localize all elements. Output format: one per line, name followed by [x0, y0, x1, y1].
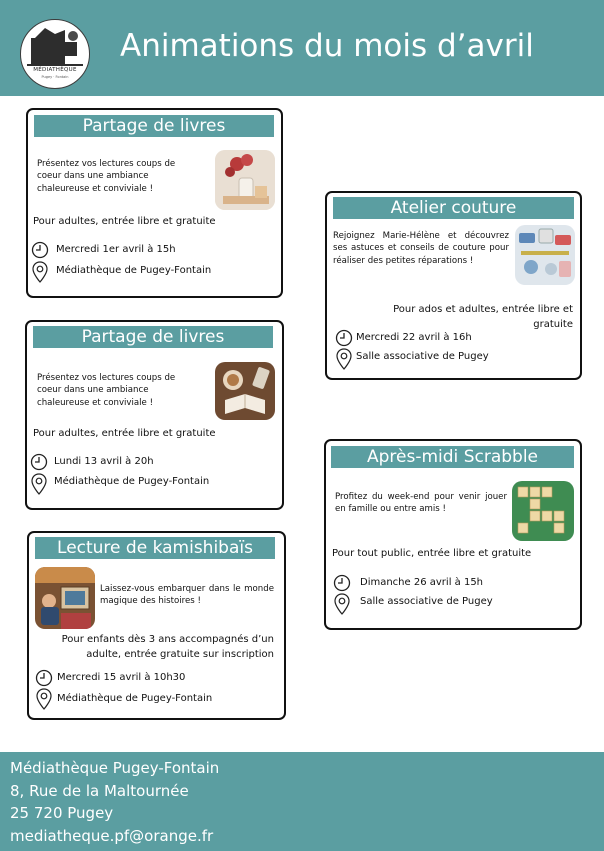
location-pin-icon	[335, 348, 353, 370]
logo-subtext: Pugey · Fontain	[41, 75, 69, 79]
clock-icon	[335, 329, 353, 347]
event-date: Lundi 13 avril à 20h	[54, 456, 154, 467]
event-card-atelier-couture	[325, 191, 582, 380]
clock-icon	[30, 453, 48, 471]
event-date: Dimanche 26 avril à 15h	[360, 577, 484, 588]
event-title: Lecture de kamishibaïs	[35, 537, 275, 559]
event-date: Mercredi 22 avril à 16h	[356, 332, 472, 343]
event-description: Présentez vos lectures coups de coeur dans une ambiance chaleureuse et conviviale !	[37, 159, 176, 194]
event-description: Profitez du week-end pour venir jouer en famille ou entre amis !	[335, 492, 507, 515]
footer-email-link[interactable]: mediatheque.pf@orange.fr	[10, 827, 214, 845]
sewing-supplies-photo	[515, 225, 575, 285]
clock-icon	[31, 241, 49, 259]
clock-icon	[333, 574, 351, 592]
scrabble-tiles-photo	[512, 481, 574, 541]
coffee-book-photo	[215, 362, 275, 420]
event-title: Partage de livres	[33, 326, 273, 348]
event-place: Salle associative de Pugey	[360, 596, 493, 607]
event-card-partage-2	[25, 320, 284, 510]
page-title: Animations du mois d’avril	[120, 28, 534, 64]
location-pin-icon	[35, 688, 53, 710]
clock-icon	[35, 669, 53, 687]
event-place: Médiathèque de Pugey-Fontain	[54, 476, 210, 487]
event-audience: Pour tout public, entrée libre et gratuite	[332, 548, 532, 559]
mediatheque-logo	[20, 19, 90, 89]
logo-text: MÉDIATHÈQUE	[33, 67, 77, 73]
event-title: Partage de livres	[34, 115, 274, 137]
event-title: Atelier couture	[333, 197, 574, 219]
event-date: Mercredi 1er avril à 15h	[56, 244, 176, 255]
event-place: Médiathèque de Pugey-Fontain	[56, 265, 212, 276]
kamishibai-photo	[35, 567, 95, 629]
event-title: Après-midi Scrabble	[331, 446, 574, 468]
footer-city: 25 720 Pugey	[10, 804, 114, 822]
flowers-books-photo	[215, 150, 275, 210]
event-place: Salle associative de Pugey	[356, 351, 489, 362]
event-description: Rejoignez Marie-Hélène et découvrez ses astuces et conseils de couture pour réaliser des petites réparations !	[333, 231, 509, 266]
event-card-scrabble	[324, 439, 582, 630]
location-pin-icon	[31, 261, 49, 283]
event-audience: Pour adultes, entrée libre et gratuite	[33, 216, 216, 227]
footer-street: 8, Rue de la Maltournée	[10, 782, 189, 800]
footer-name: Médiathèque Pugey-Fontain	[10, 759, 220, 777]
event-audience: Pour adultes, entrée libre et gratuite	[33, 428, 216, 439]
event-description: Laissez-vous embarquer dans le monde magique des histoires !	[100, 584, 274, 607]
event-audience: Pour ados et adultes, entrée libre et gratuite	[393, 304, 573, 330]
event-audience: Pour enfants dès 3 ans accompagnés d’un adulte, entrée gratuite sur inscription	[61, 634, 274, 660]
location-pin-icon	[333, 593, 351, 615]
footer-contact	[0, 752, 604, 851]
event-place: Médiathèque de Pugey-Fontain	[57, 693, 213, 704]
location-pin-icon	[30, 473, 48, 495]
header-banner	[0, 0, 604, 96]
event-description: Présentez vos lectures coups de coeur dans une ambiance chaleureuse et conviviale !	[37, 373, 176, 408]
event-card-kamishibai	[27, 531, 286, 720]
event-card-partage-1	[26, 108, 283, 298]
event-date: Mercredi 15 avril à 10h30	[57, 672, 186, 683]
